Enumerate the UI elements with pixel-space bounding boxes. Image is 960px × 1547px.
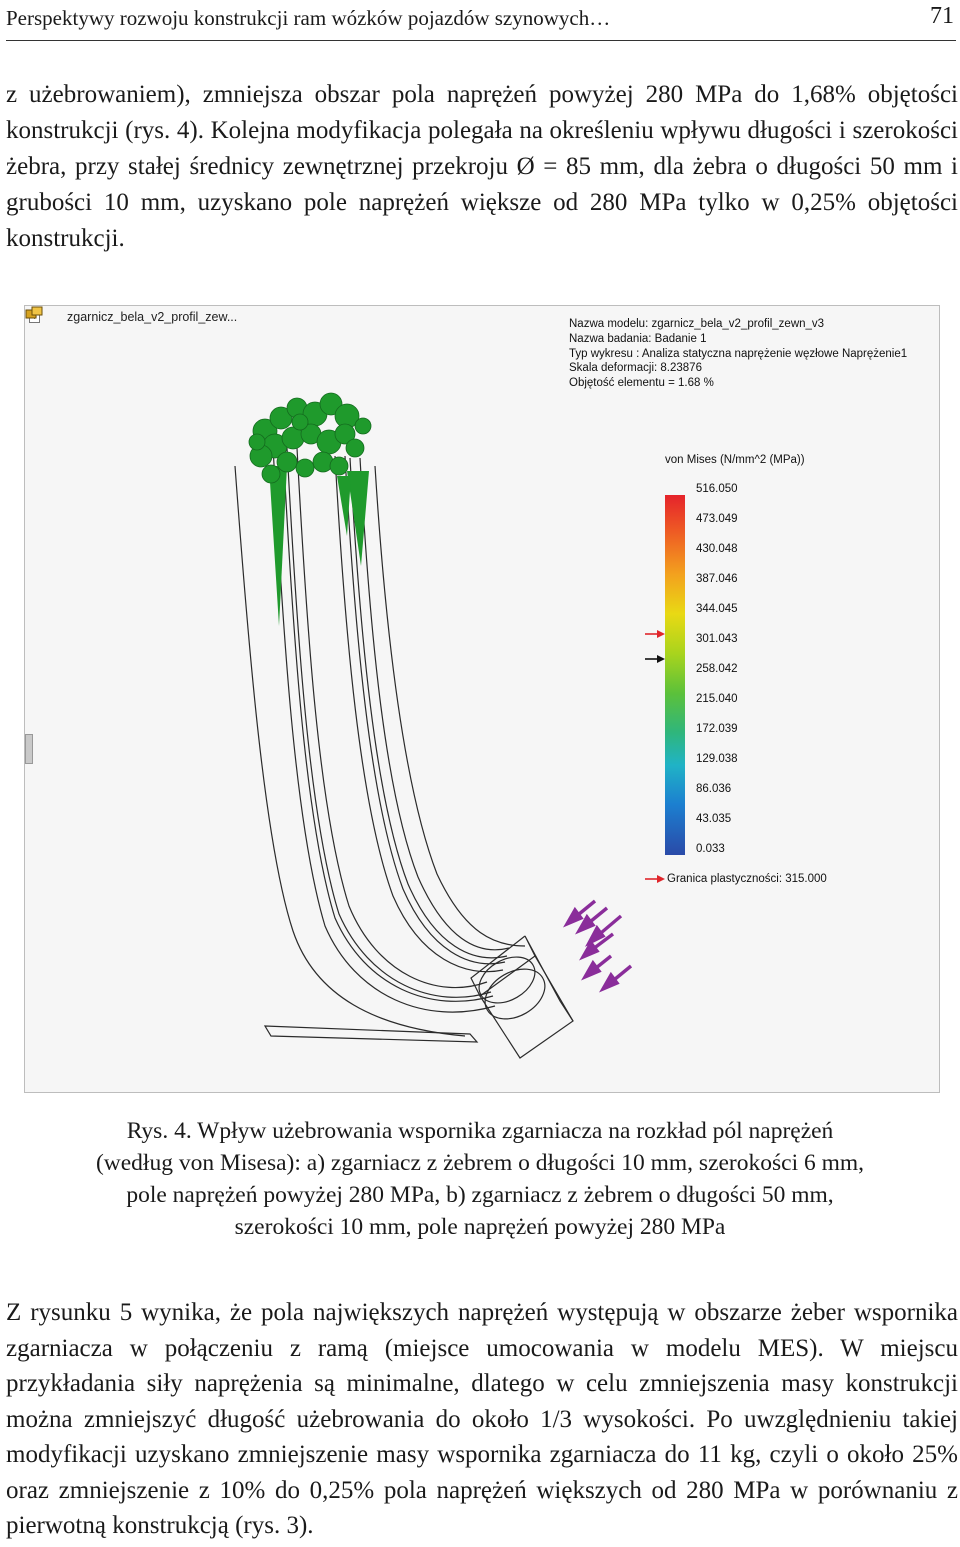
legend-tick: 215.040 (696, 693, 738, 705)
legend-tick: 86.036 (696, 783, 732, 795)
legend-tick: 430.048 (696, 543, 738, 555)
info-line: Nazwa badania: Badanie 1 (569, 332, 707, 345)
feature-tree-label[interactable]: zgarnicz_bela_v2_profil_zew... (67, 310, 238, 324)
legend-title: von Mises (N/mm^2 (MPa)) (665, 454, 805, 466)
model-info (569, 317, 907, 391)
body-paragraph-1: z użebrowaniem), zmniejsza obszar pola naprężeń powyżej 280 MPa do 1,68% objętości konstrukcji (rys. 4). Kolejna modyfikacja polegała na określeniu wpływu długości i szerokości żebra, przy stałej średnicy zewnętrznej przekroju Ø = 85 mm, dla żebra o długości 50 mm i grubości 10 mm, uzyskano pole naprężeń większe od 280 MPa tylko w 0,25% objętości konstrukcji. (6, 81, 958, 252)
running-header (6, 0, 956, 41)
legend-tick: 516.050 (696, 483, 738, 495)
panel-resize-handle[interactable] (25, 734, 33, 764)
figure-caption: Rys. 4. Wpływ użebrowania wspornika zgarniacza na rozkład pól naprężeń (według von Misesa): a) zgarniacz z żebrem o długości 10 mm, szerokości 6 mm, pole naprężeń powyżej 280 MPa, b) zgarniacz z żebrem o długości 50 mm, szerokości 10 mm, pole naprężeń powyżej 280 MPa (95, 1118, 865, 1240)
legend-arrows (645, 630, 665, 883)
info-line: Skala deformacji: 8.23876 (569, 362, 702, 375)
mount-box (471, 936, 573, 1058)
fem-figure (24, 305, 940, 1093)
stress-colorbar (665, 495, 685, 855)
yield-strength-label: Granica plastyczności: 315.000 (667, 873, 827, 885)
legend-tick: 258.042 (696, 663, 738, 675)
stress-ribs (269, 466, 369, 626)
legend-tick: 387.046 (696, 573, 738, 585)
stress-cluster (249, 393, 371, 483)
fem-model-drawing (25, 306, 939, 1092)
part-icon (25, 306, 43, 321)
running-title: Perspektywy rozwoju konstrukcji ram wózków pojazdów szynowych… (6, 6, 611, 30)
force-arrows (567, 901, 631, 989)
legend-tick: 0.033 (696, 843, 725, 855)
body-paragraph-2: Z rysunku 5 wynika, że pola największych naprężeń występują w obszarze żeber wspornika zgarniacza w połączeniu z ramą (miejsce umocowania w modelu MES). W miejscu przykładania siły naprężenia są minimalne, dlatego w celu zmniejszenia masy konstrukcji można zmniejszyć długość użebrowania do około 1/3 wysokości. Po uwzględnieniu takiej modyfikacji uzyskano zmniejszenie masy wspornika zgarniacza do 11 kg, czyli o około 25% oraz zmniejszenie z 10% do 0,25% pola naprężeń większych od 280 MPa w porównaniu z pierwotną konstrukcją (rys. 3). (6, 1299, 958, 1539)
legend-tick: 43.035 (696, 813, 732, 825)
info-line: Objętość elementu = 1.68 % (569, 377, 714, 390)
page-number: 71 (930, 3, 954, 29)
legend-tick: 473.049 (696, 513, 738, 525)
legend-tick: 172.039 (696, 723, 738, 735)
legend-tick: 301.043 (696, 633, 738, 645)
info-line: Nazwa modelu: zgarnicz_bela_v2_profil_zewn_v3 (569, 318, 825, 330)
info-line: Typ wykresu : Analiza statyczna naprężenie węzłowe Naprężenie1 (569, 347, 908, 360)
legend-tick: 344.045 (696, 603, 738, 615)
legend-tick: 129.038 (696, 753, 738, 765)
